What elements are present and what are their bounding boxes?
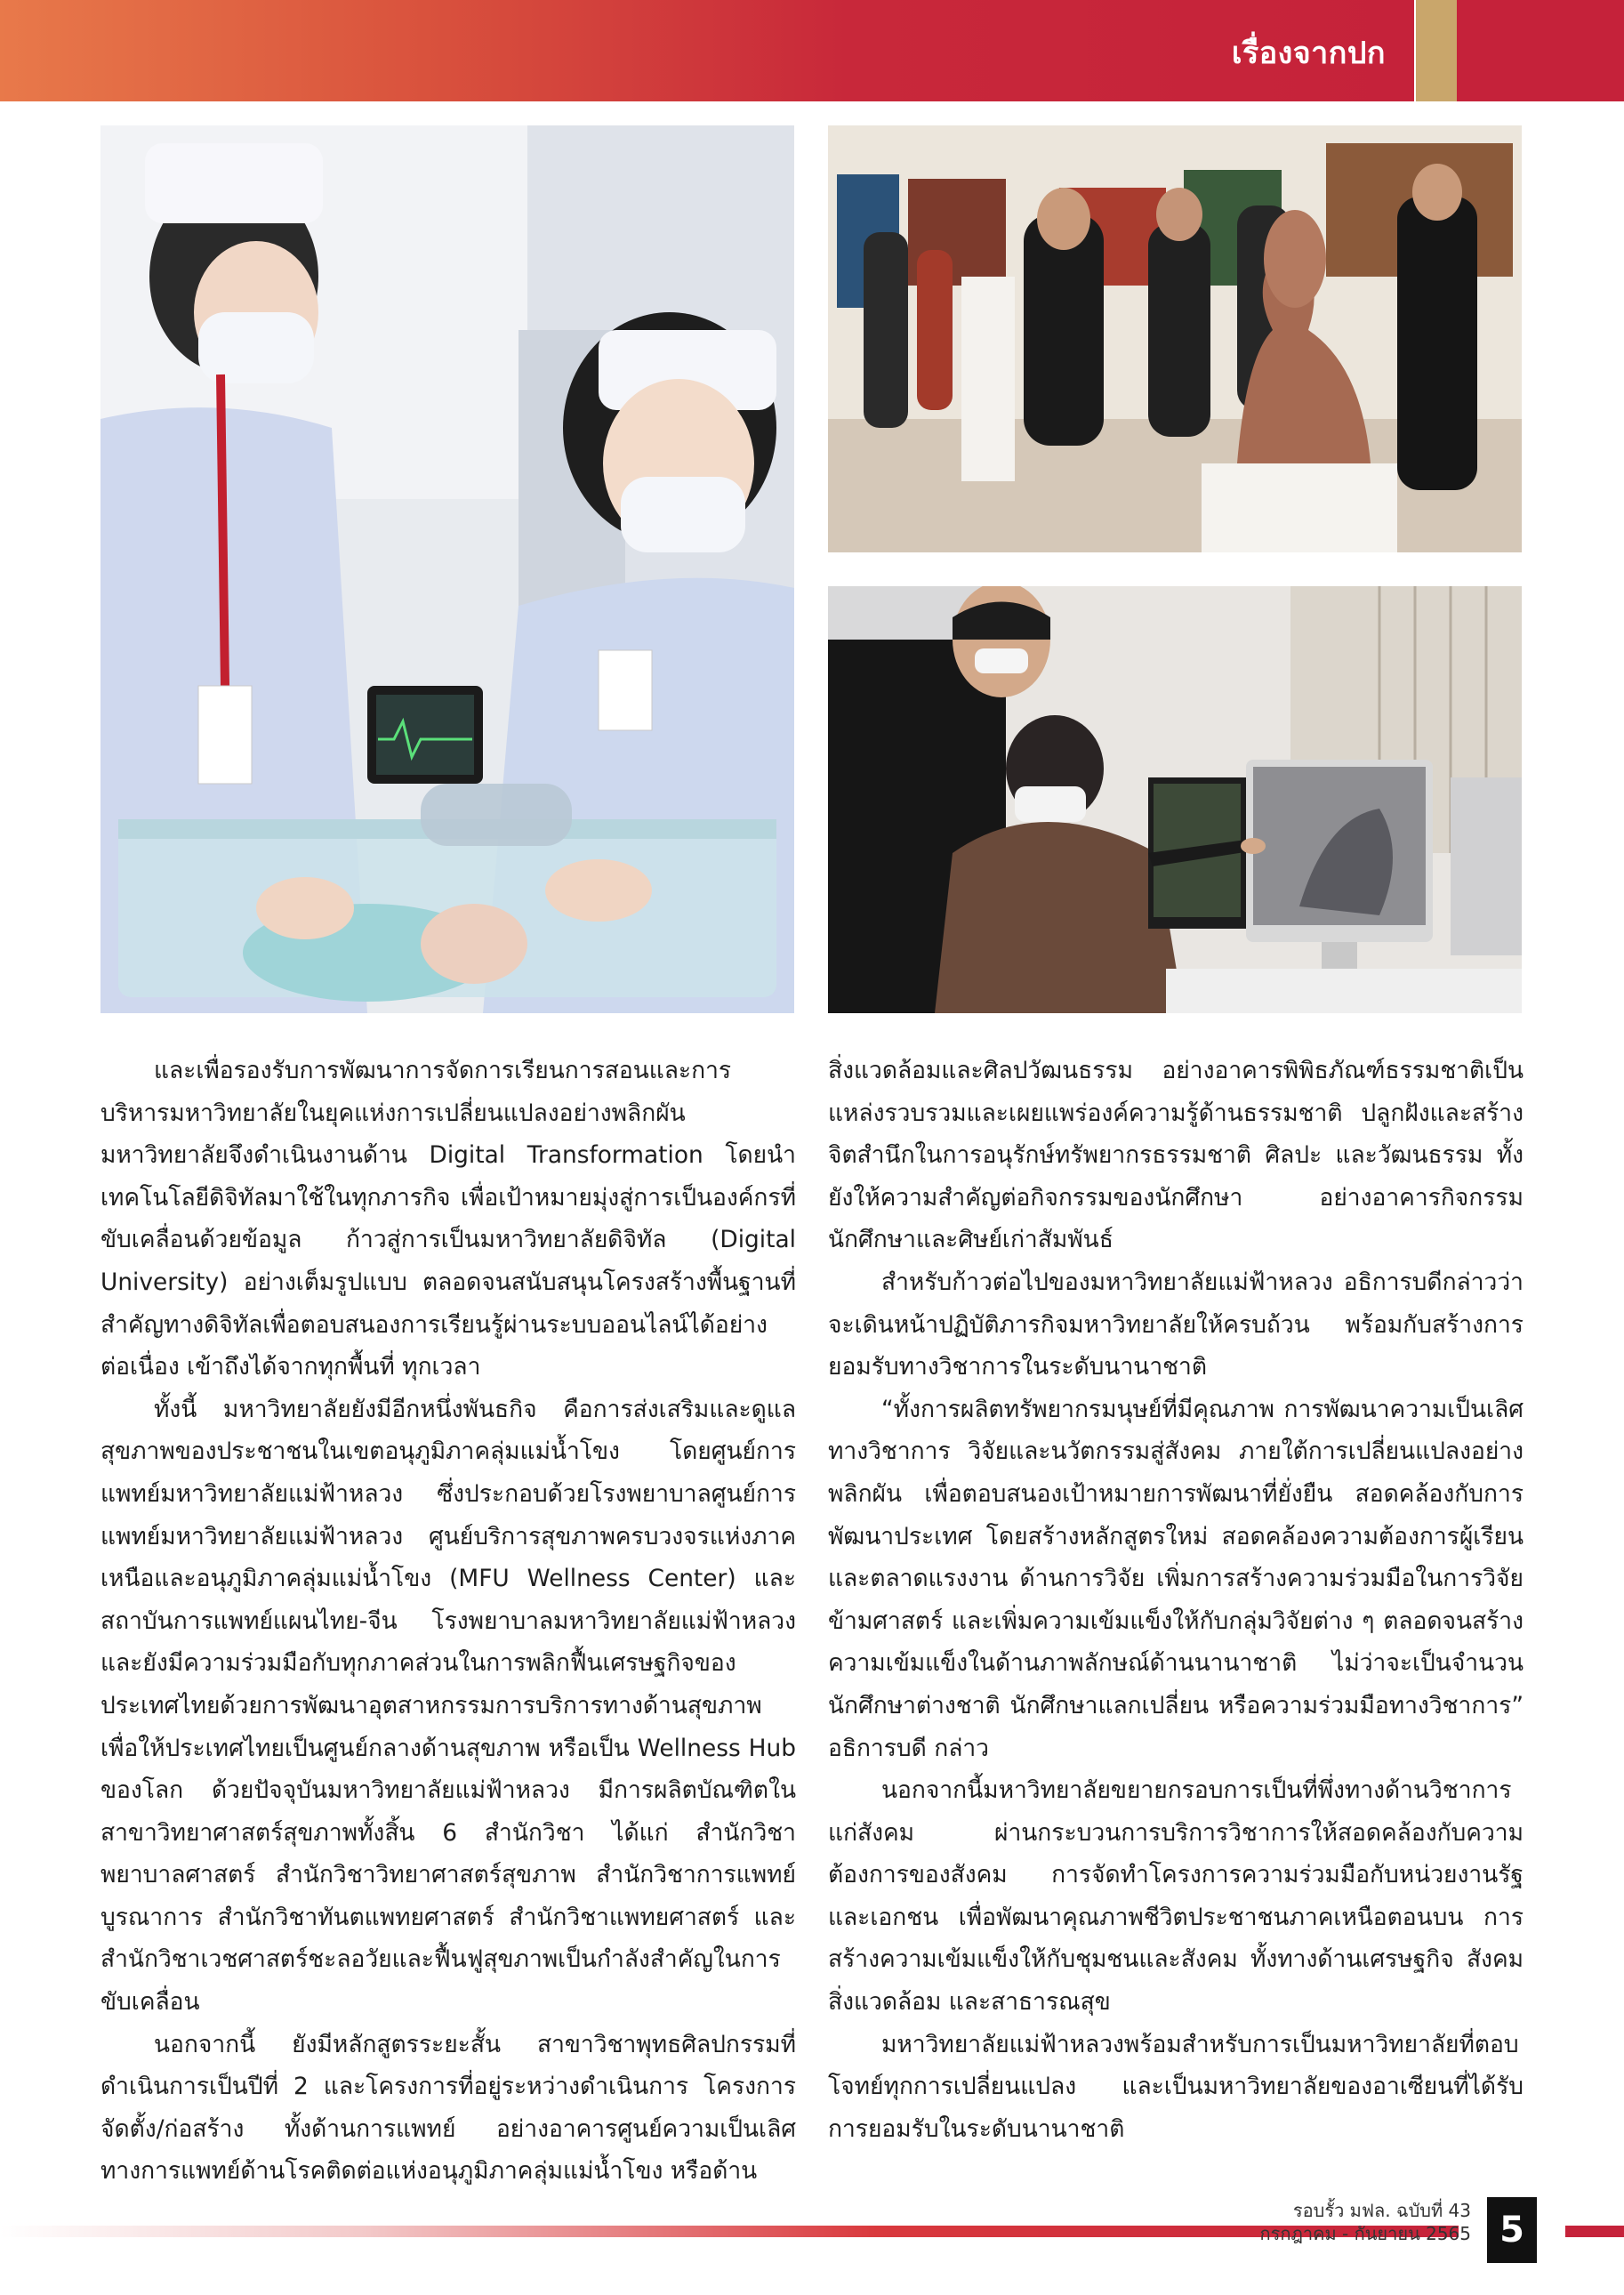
header-band [0, 0, 1414, 101]
section-title: เรื่องจากปก [1231, 36, 1386, 71]
header-red-block [1457, 0, 1624, 101]
paragraph: มหาวิทยาลัยแม่ฟ้าหลวงพร้อมสำหรับการเป็นมหาวิทยาลัยที่ตอบโจทย์ทุกการเปลี่ยนแปลง และเป็นมหาวิทยาลัยของอาเซียนที่ได้รับการยอมรับในระดับนานาชาติ [828, 2030, 1524, 2143]
footer-rule-right [1565, 2226, 1624, 2237]
paragraph: สิ่งแวดล้อมและศิลปวัฒนธรรม อย่างอาคารพิพิธภัณฑ์ธรรมชาติเป็นแหล่งรวบรวมและเผยแพร่องค์ความรู้ด้านธรรมชาติ ปลูกฝังและสร้างจิตสำนึกในการอนุรักษ์ทรัพยากรธรรมชาติ ศิลปะ และวัฒนธรรม ทั้งยังให้ความสำคัญต่อกิจกรรมของนักศึกษา อย่างอาคารกิจกรรมนักศึกษาและศิษย์เก่าสัมพันธ์ [828, 1057, 1524, 1254]
photo-art-exhibition [828, 125, 1522, 552]
page-number: 5 [1487, 2197, 1537, 2263]
article-column-left [100, 1050, 796, 2193]
paragraph: และเพื่อรองรับการพัฒนาการจัดการเรียนการสอนและการบริหารมหาวิทยาลัยในยุคแห่งการเปลี่ยนแปลงอย่างพลิกผัน มหาวิทยาลัยจึงดำเนินงานด้าน Digital Transformation โดยนำเทคโนโลยีดิจิทัลมาใช้ในทุกภารกิจ เพื่อเป้าหมายมุ่งสู่การเป็นองค์กรที่ขับเคลื่อนด้วยข้อมูล ก้าวสู่การเป็นมหาวิทยาลัยดิจิทัล (Digital University) อย่างเต็มรูปแบบ ตลอดจนสนับสนุนโครงสร้างพื้นฐานที่สำคัญทางดิจิทัลเพื่อตอบสนองการเรียนรู้ผ่านระบบออนไลน์ได้อย่างต่อเนื่อง เข้าถึงได้จากทุกพื้นที่ ทุกเวลา [100, 1057, 796, 1381]
paragraph: นอกจากนี้มหาวิทยาลัยขยายกรอบการเป็นที่พึ่งทางด้านวิชาการแก่สังคม ผ่านกระบวนการบริการวิชาการให้สอดคล้องกับความต้องการของสังคม การจัดทำโครงการความร่วมมือกับหน่วยงานรัฐและเอกชน เพื่อพัฒนาคุณภาพชีวิตประชาชนภาคเหนือตอนบน การสร้างความเข้มแข็งให้กับชุมชนและสังคม ทั้งทางด้านเศรษฐกิจ สังคม สิ่งแวดล้อม และสาธารณสุข [828, 1776, 1524, 2017]
issue-title: รอบรั้ว มฟล. ฉบับที่ 43 [1292, 2200, 1471, 2221]
footer-issue-info [1260, 2199, 1472, 2245]
photo-nursing-practice [100, 125, 794, 1013]
footer-rule-left [0, 2226, 1459, 2237]
issue-date: กรกฎาคม - กันยายน 2565 [1259, 2223, 1471, 2244]
paragraph: สำหรับก้าวต่อไปของมหาวิทยาลัยแม่ฟ้าหลวง อธิการบดีกล่าวว่า จะเดินหน้าปฏิบัติภารกิจมหาวิทยาลัยให้ครบถ้วน พร้อมกับสร้างการยอมรับทางวิชาการในระดับนานาชาติ [828, 1268, 1524, 1381]
header-gold-stripe [1416, 0, 1457, 101]
paragraph: “ทั้งการผลิตทรัพยากรมนุษย์ที่มีคุณภาพ การพัฒนาความเป็นเลิศทางวิชาการ วิจัยและนวัตกรรมสู่สังคม ภายใต้การเปลี่ยนแปลงอย่างพลิกผัน เพื่อตอบสนองเป้าหมายการพัฒนาที่ยั่งยืน สอดคล้องกับการพัฒนาประเทศ โดยสร้างหลักสูตรใหม่ สอดคล้องความต้องการผู้เรียนและตลาดแรงงาน ด้านการวิจัย เพิ่มการสร้างความร่วมมือในการวิจัยข้ามศาสตร์ และเพิ่มความเข้มแข็งให้กับกลุ่มวิจัยต่าง ๆ ตลอดจนสร้างความเข้มแข็งในด้านภาพลักษณ์ด้านนานาชาติ ไม่ว่าจะเป็นจำนวนนักศึกษาต่างชาติ นักศึกษาแลกเปลี่ยน หรือความร่วมมือทางวิชาการ” อธิการบดี กล่าว [828, 1395, 1524, 1762]
paragraph: นอกจากนี้ ยังมีหลักสูตรระยะสั้น สาขาวิชาพุทธศิลปกรรมที่ดำเนินการเป็นปีที่ 2 และโครงการที่อยู่ระหว่างดำเนินการ โครงการจัดตั้ง/ก่อสร้าง ทั้งด้านการแพทย์ อย่างอาคารศูนย์ความเป็นเลิศทางการแพทย์ด้านโรคติดต่อแห่งอนุภูมิภาคลุ่มแม่น้ำโขง หรือด้าน [100, 2030, 796, 2186]
article-column-right [828, 1050, 1524, 2150]
paragraph: ทั้งนี้ มหาวิทยาลัยยังมีอีกหนึ่งพันธกิจ คือการส่งเสริมและดูแลสุขภาพของประชาชนในเขตอนุภูมิภาคลุ่มแม่น้ำโขง โดยศูนย์การแพทย์มหาวิทยาลัยแม่ฟ้าหลวง ซึ่งประกอบด้วยโรงพยาบาลศูนย์การแพทย์มหาวิทยาลัยแม่ฟ้าหลวง ศูนย์บริการสุขภาพครบวงจรแห่งภาคเหนือและอนุภูมิภาคลุ่มแม่น้ำโขง (MFU Wellness Center) และ สถาบันการแพทย์แผนไทย-จีน โรงพยาบาลมหาวิทยาลัยแม่ฟ้าหลวง และยังมีความร่วมมือกับทุกภาคส่วนในการพลิกฟื้นเศรษฐกิจของประเทศไทยด้วยการพัฒนาอุตสาหกรรมการบริการทางด้านสุขภาพ เพื่อให้ประเทศไทยเป็นศูนย์กลางด้านสุขภาพ หรือเป็น Wellness Hub ของโลก ด้วยปัจจุบันมหาวิทยาลัยแม่ฟ้าหลวง มีการผลิตบัณฑิตในสาขาวิทยาศาสตร์สุขภาพทั้งสิ้น 6 สำนักวิชา ได้แก่ สำนักวิชาพยาบาลศาสตร์ สำนักวิชาวิทยาศาสตร์สุขภาพ สำนักวิชาการแพทย์บูรณาการ สำนักวิชาทันตแพทยศาสตร์ สำนักวิชาแพทยศาสตร์ และสำนักวิชาเวชศาสตร์ชะลอวัยและฟื้นฟูสุขภาพเป็นกำลังสำคัญในการขับเคลื่อน [100, 1395, 796, 2017]
photo-digital-lab [828, 586, 1522, 1013]
